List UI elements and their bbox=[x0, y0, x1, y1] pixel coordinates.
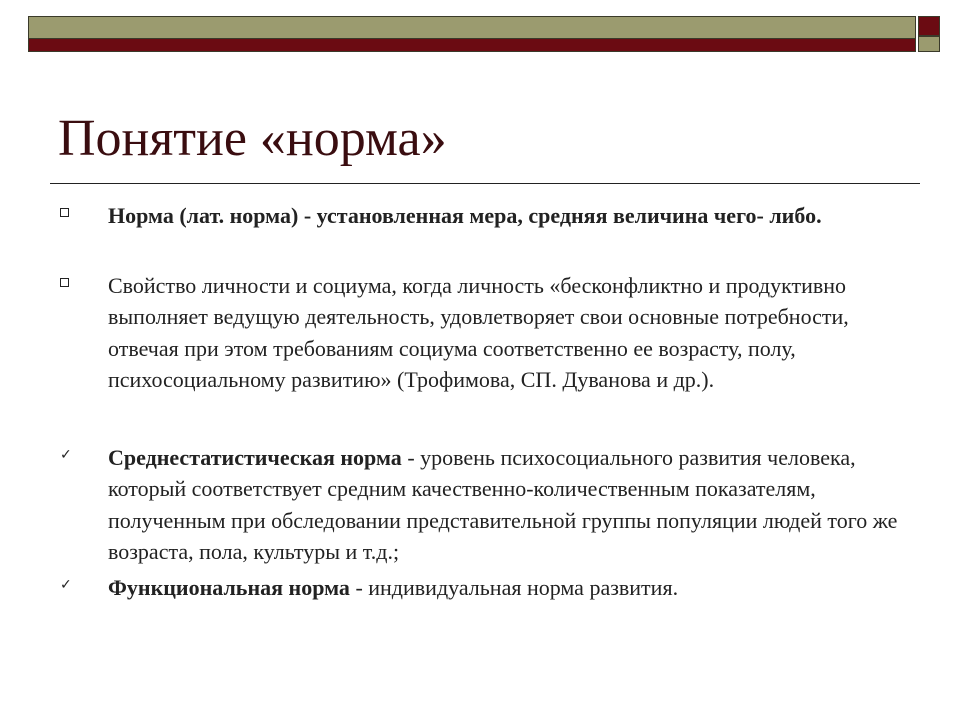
list-item-text: Свойство личности и социума, когда личность «бесконфликтно и продуктивно выполняет ведущую деятельность, удовлетворяет свои основные потребности, отвечая при этом требованиям социума соответственно ее возрасту, полу, психосоциальному развитию» (Трофимова, СП. Дуванова и др.). bbox=[108, 272, 849, 392]
list-item-text: - индивидуальная норма развития. bbox=[349, 574, 679, 600]
slide-content bbox=[58, 200, 918, 603]
top-decorative-band bbox=[28, 16, 916, 52]
list-item-bold-text: Функциональная норма bbox=[108, 574, 350, 600]
list-item-norm-definition bbox=[58, 200, 918, 232]
slide-title: Понятие «норма» bbox=[58, 110, 447, 167]
list-item-functional-norm bbox=[58, 572, 918, 604]
top-band-olive-stripe bbox=[29, 17, 915, 39]
top-band-maroon-stripe bbox=[29, 39, 915, 52]
checkmark-bullet-icon: ✓ bbox=[60, 576, 72, 593]
list-item-bold-text: Норма (лат. норма) - установленная мера, средняя величина чего- либо. bbox=[108, 203, 822, 228]
list-item-text: - уровень психосоциального развития человека, который соответствует средним качественно-количественным показателям, полученным при обследовании представительной группы популяции людей того же возраста, пола, культуры и т.д.; bbox=[108, 444, 898, 564]
list-item-statistical-norm bbox=[58, 442, 918, 568]
title-underline-rule bbox=[50, 183, 920, 184]
corner-square-maroon bbox=[918, 16, 940, 36]
checkmark-bullet-icon: ✓ bbox=[60, 446, 72, 463]
square-bullet-icon bbox=[58, 200, 82, 232]
corner-square-olive bbox=[918, 36, 940, 52]
corner-decoration bbox=[918, 16, 942, 52]
square-bullet-icon bbox=[58, 270, 82, 302]
list-item-personality-property bbox=[58, 270, 918, 396]
list-item-bold-text: Среднестатистическая норма bbox=[108, 444, 402, 470]
